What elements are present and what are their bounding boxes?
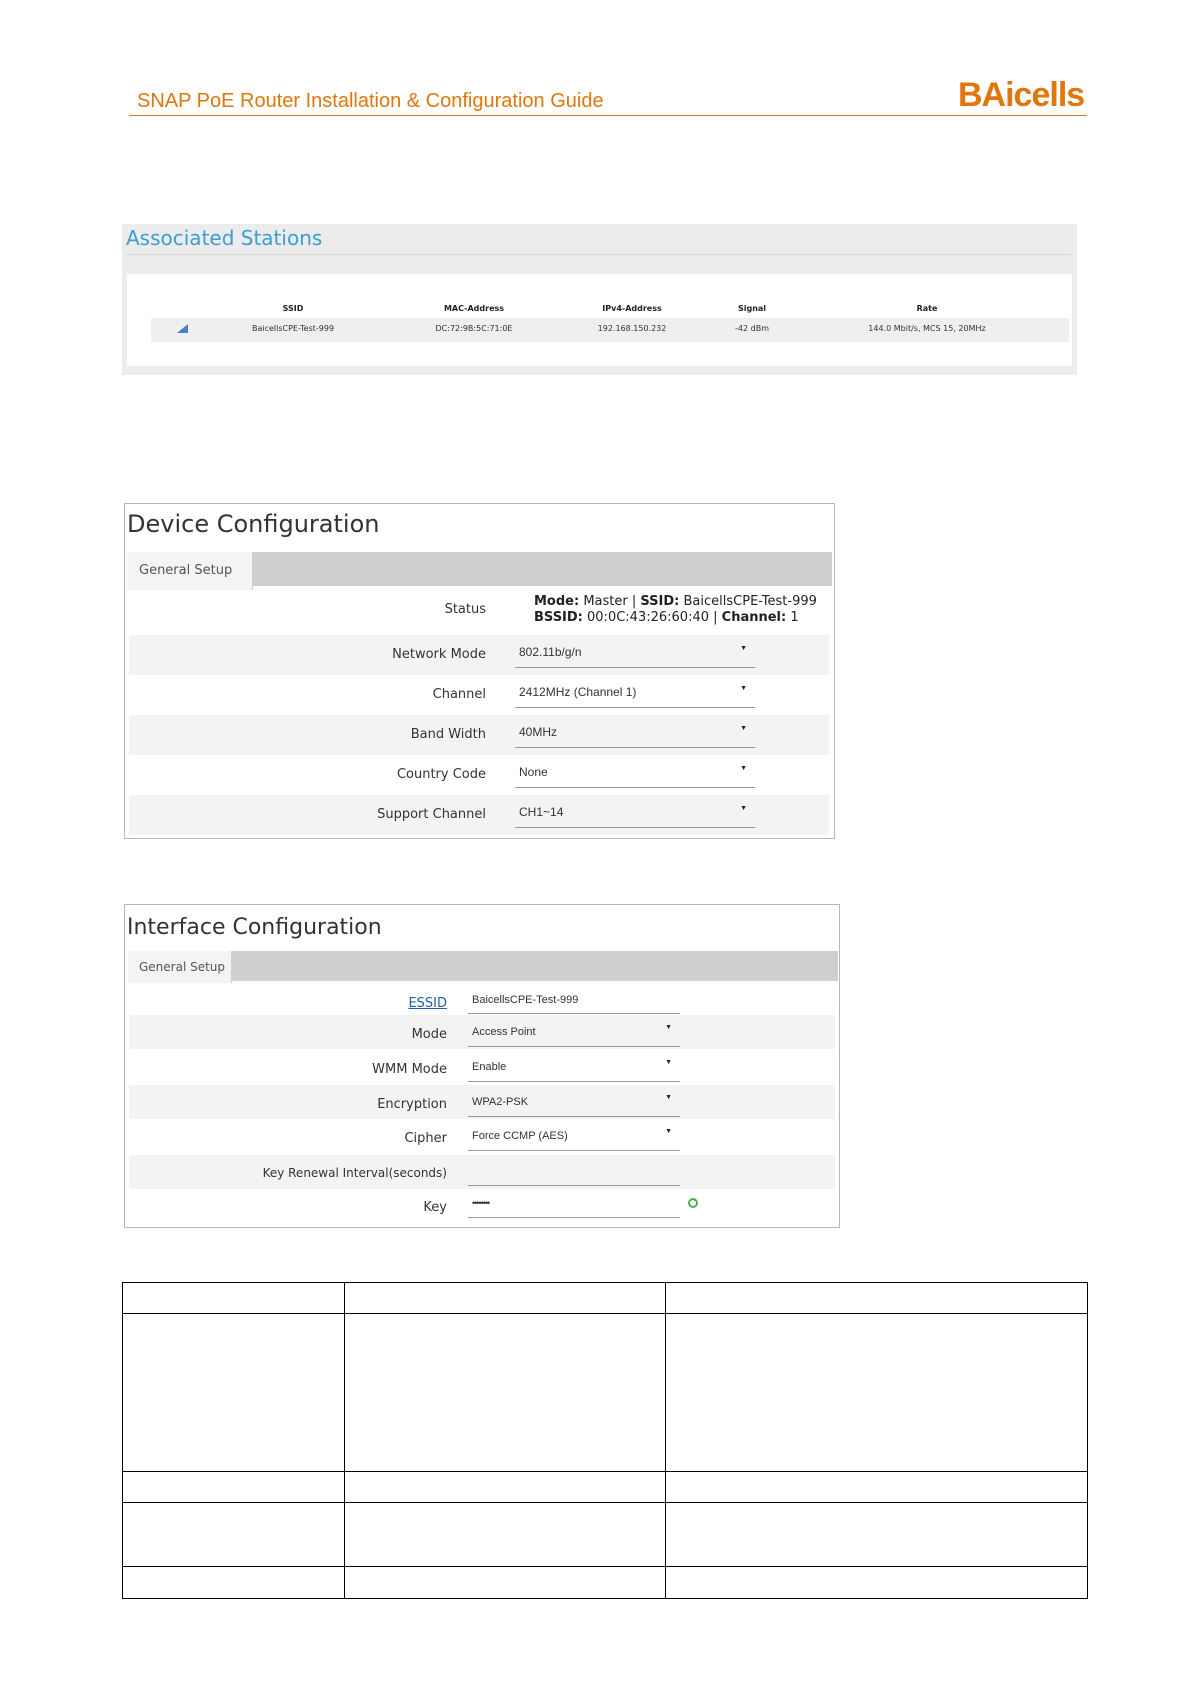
support-channel-label: Support Channel <box>377 807 486 822</box>
cipher-select[interactable] <box>468 1128 680 1151</box>
column-header-ssid: SSID <box>282 304 304 313</box>
table-cell <box>123 1567 345 1599</box>
essid-input[interactable] <box>468 992 680 1014</box>
channel-select[interactable] <box>515 685 755 708</box>
device-configuration-panel <box>124 503 835 839</box>
column-header-rate: Rate <box>916 304 938 313</box>
table-cell <box>345 1503 666 1567</box>
table-cell <box>666 1503 1088 1567</box>
header-divider <box>129 115 1087 116</box>
key-renewal-input[interactable] <box>468 1163 680 1186</box>
interface-config-tab-bar <box>128 951 838 981</box>
tab-general-setup[interactable]: General Setup <box>127 552 253 590</box>
interface-configuration-title: Interface Configuration <box>127 915 382 940</box>
column-header-mac: MAC-Address <box>443 304 505 313</box>
column-header-signal: Signal <box>737 304 767 313</box>
cipher-value: Force CCMP (AES) <box>472 1130 568 1142</box>
blank-table <box>122 1282 1088 1599</box>
dropdown-arrow-icon: ▼ <box>740 765 747 772</box>
table-cell <box>666 1314 1088 1472</box>
station-signal: -42 dBm <box>735 324 769 333</box>
country-code-label: Country Code <box>396 767 486 782</box>
associated-stations-panel <box>122 224 1077 375</box>
band-width-select[interactable] <box>515 725 755 748</box>
dropdown-arrow-icon: ▼ <box>740 685 747 692</box>
device-configuration-title: Device Configuration <box>127 510 380 538</box>
support-channel-select[interactable] <box>515 805 755 828</box>
signal-strength-icon <box>177 324 188 333</box>
reveal-key-icon[interactable] <box>688 1196 698 1208</box>
essid-value: BaicellsCPE-Test-999 <box>472 994 579 1006</box>
key-input[interactable] <box>468 1195 680 1218</box>
station-ipv4: 192.168.150.232 <box>597 324 667 333</box>
encryption-select[interactable] <box>468 1094 680 1117</box>
table-cell <box>666 1472 1088 1503</box>
network-mode-select[interactable] <box>515 645 755 668</box>
document-header-title: SNAP PoE Router Installation & Configuration Guide <box>137 90 604 112</box>
tab-general-setup[interactable]: General Setup <box>128 951 232 983</box>
associated-stations-divider <box>126 254 1071 255</box>
station-ssid: BaicellsCPE-Test-999 <box>251 324 335 333</box>
band-width-label: Band Width <box>410 727 486 742</box>
network-mode-value: 802.11b/g/n <box>519 645 582 659</box>
table-cell <box>123 1283 345 1314</box>
table-cell <box>345 1314 666 1472</box>
country-code-value: None <box>519 765 548 779</box>
table-cell <box>345 1472 666 1503</box>
wmm-mode-value: Enable <box>472 1061 507 1073</box>
encryption-label: Encryption <box>377 1097 447 1112</box>
network-mode-label: Network Mode <box>392 647 486 662</box>
station-rate: 144.0 Mbit/s, MCS 15, 20MHz <box>868 324 986 333</box>
wmm-mode-label: WMM Mode <box>372 1062 447 1077</box>
table-cell <box>123 1503 345 1567</box>
status-value: Mode: Master | SSID: BaicellsCPE-Test-999 BSSID: 00:0C:43:26:60:40 | Channel: 1 <box>534 594 817 625</box>
associated-stations-table <box>127 274 1072 366</box>
baicells-logo: BAicells <box>958 76 1085 114</box>
table-cell <box>666 1283 1088 1314</box>
station-mac: DC:72:9B:5C:71:0E <box>435 324 513 333</box>
channel-label: Channel <box>432 687 486 702</box>
essid-link[interactable]: ESSID <box>408 996 447 1011</box>
dropdown-arrow-icon: ▼ <box>665 1059 672 1066</box>
dropdown-arrow-icon: ▼ <box>665 1128 672 1135</box>
table-cell <box>345 1283 666 1314</box>
band-width-value: 40MHz <box>519 725 558 739</box>
interface-configuration-panel <box>124 904 840 1228</box>
encryption-value: WPA2-PSK <box>472 1096 529 1108</box>
table-cell <box>123 1472 345 1503</box>
table-cell <box>123 1314 345 1472</box>
status-label: Status <box>444 602 486 617</box>
key-label: Key <box>423 1200 447 1215</box>
key-value: •••••••• <box>472 1198 490 1208</box>
mode-label: Mode <box>411 1027 447 1042</box>
dropdown-arrow-icon: ▼ <box>665 1024 672 1031</box>
table-cell <box>666 1567 1088 1599</box>
channel-value: 2412MHz (Channel 1) <box>519 685 637 699</box>
country-code-select[interactable] <box>515 765 755 788</box>
dropdown-arrow-icon: ▼ <box>665 1094 672 1101</box>
cipher-label: Cipher <box>404 1131 447 1146</box>
dropdown-arrow-icon: ▼ <box>740 725 747 732</box>
associated-stations-title: Associated Stations <box>126 226 323 250</box>
table-cell <box>345 1567 666 1599</box>
column-header-ipv4: IPv4-Address <box>602 304 662 313</box>
dropdown-arrow-icon: ▼ <box>740 645 747 652</box>
mode-value: Access Point <box>472 1026 536 1038</box>
key-renewal-label: Key Renewal Interval(seconds) <box>262 1166 447 1180</box>
dropdown-arrow-icon: ▼ <box>740 805 747 812</box>
support-channel-value: CH1~14 <box>519 805 564 819</box>
mode-select[interactable] <box>468 1024 680 1047</box>
wmm-mode-select[interactable] <box>468 1059 680 1082</box>
